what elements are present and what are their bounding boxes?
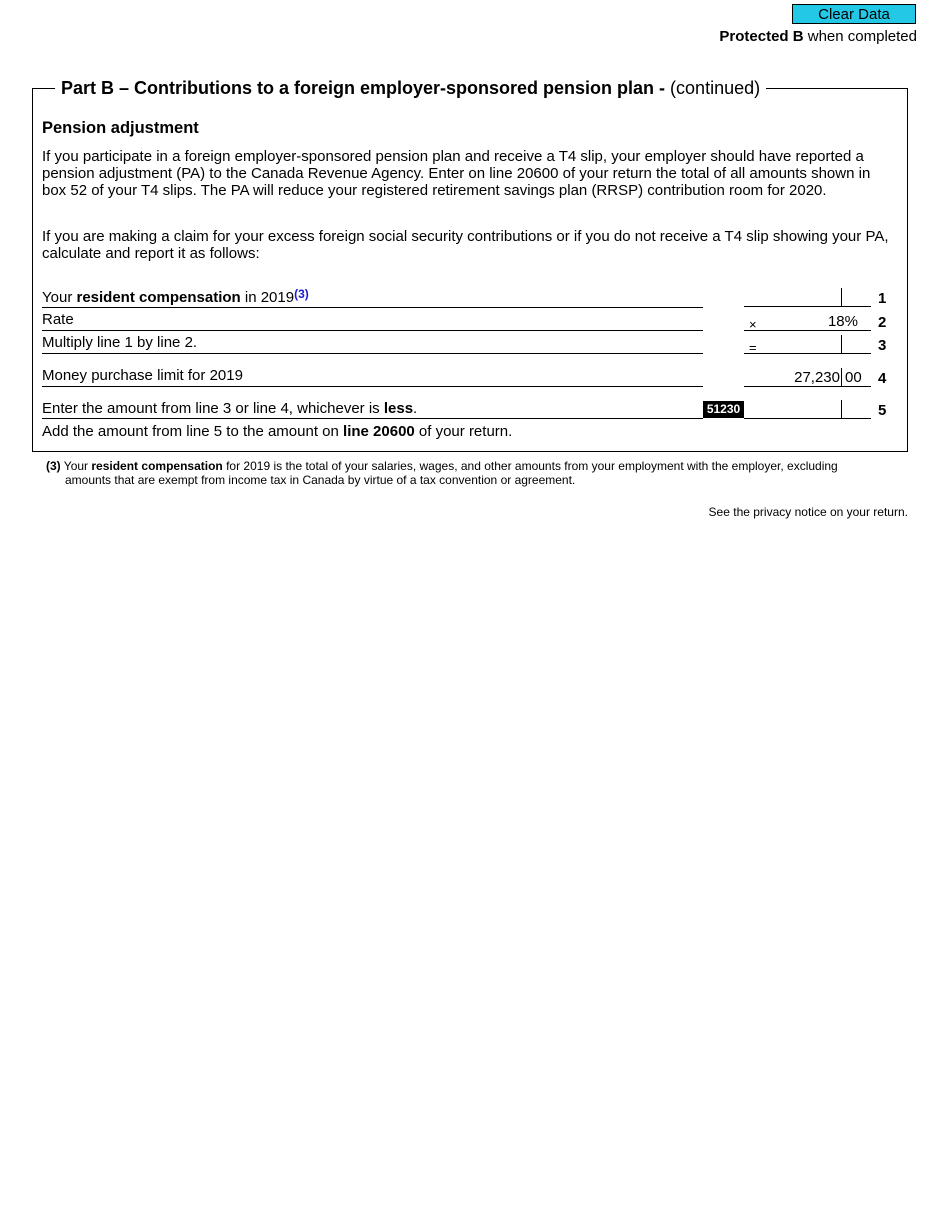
line-3-amount-field[interactable] — [744, 335, 871, 354]
footnote-3-post: for 2019 is the total of your salaries, wages, and other amounts from your employment with the employer, excluding — [222, 459, 838, 473]
line-4-number: 4 — [878, 370, 887, 387]
line-5-label-pre: Enter the amount from line 3 or line 4, whichever is — [42, 400, 384, 417]
line-4-dollars: 27,230 — [794, 369, 840, 386]
line-5-label-post: . — [413, 400, 418, 417]
line-1-label-bold: resident compensation — [76, 289, 241, 306]
line-2-label: Rate — [42, 311, 74, 328]
protected-b-label: Protected B — [719, 28, 804, 45]
line-3-label: Multiply line 1 by line 2. — [42, 334, 198, 351]
part-b-title-continued: (continued) — [665, 78, 761, 98]
line-4-label: Money purchase limit for 2019 — [42, 367, 243, 384]
line-20600-instruction — [42, 423, 512, 440]
line-4-cents: 00 — [845, 369, 862, 386]
line-20600-instruction-post: of your return. — [414, 423, 513, 440]
line-3-number: 3 — [878, 337, 887, 354]
footnote-3-bold: resident compensation — [91, 459, 223, 473]
line-2-rule — [42, 330, 703, 331]
line-4-cents-divider — [841, 368, 842, 386]
clear-data-button[interactable]: Clear Data — [792, 4, 916, 24]
line-5-label-bold: less — [383, 400, 414, 417]
protected-b-suffix: when completed — [803, 28, 917, 45]
line-1-amount-field[interactable] — [744, 288, 871, 307]
line-2-number: 2 — [878, 314, 887, 331]
multiply-sign: × — [749, 317, 757, 332]
part-b-title-bold: Part B – Contributions to a foreign employer-sponsored pension plan - — [61, 78, 666, 98]
pension-adjustment-paragraph-1: If you participate in a foreign employer-sponsored pension plan and receive a T4 slip, your employer should have reported a pension adjustment (PA) to the Canada Revenue Agency. Enter on line 20600 of your return the total of all amounts shown in box 52 of your T4 slips. The PA will reduce your registered retirement savings plan (RRSP) contribution room for 2020. — [42, 148, 871, 199]
line-code-51230: 51230 — [703, 401, 744, 418]
part-b-title — [55, 78, 766, 99]
line-1-rule — [42, 307, 703, 308]
line-5-amount-field[interactable] — [744, 400, 871, 419]
line-1-label — [42, 287, 309, 306]
line-20600-instruction-bold: line 20600 — [343, 423, 415, 440]
footnote-3-link[interactable]: (3) — [294, 287, 309, 301]
part-b-frame — [32, 88, 908, 452]
line-5-number: 5 — [878, 402, 887, 419]
line-1-cents-divider — [841, 288, 842, 306]
line-4-amount-field — [744, 368, 871, 387]
line-2-rate-value: 18% — [827, 313, 858, 330]
line-2-rate-field — [744, 312, 871, 331]
line-3-cents-divider — [841, 335, 842, 353]
footnote-3-line-2: amounts that are exempt from income tax in Canada by virtue of a tax convention or agreement. — [65, 473, 576, 487]
line-5-rule — [42, 418, 703, 419]
footnote-3-pre: Your — [60, 459, 92, 473]
equals-sign: = — [749, 340, 757, 355]
line-5-label — [42, 400, 417, 417]
pension-adjustment-heading: Pension adjustment — [42, 119, 199, 137]
privacy-notice: See the privacy notice on your return. — [708, 505, 908, 519]
line-20600-instruction-pre: Add the amount from line 5 to the amount on — [42, 423, 344, 440]
pension-adjustment-paragraph-2: If you are making a claim for your excess foreign social security contributions or if you do not receive a T4 slip showing your PA, calculate and report it as follows: — [42, 228, 889, 262]
footnote-3 — [46, 459, 906, 487]
line-1-label-pre: Your — [42, 289, 77, 306]
protected-b-notice — [719, 28, 917, 45]
footnote-3-number: (3) — [46, 459, 61, 473]
line-4-rule — [42, 386, 703, 387]
line-5-cents-divider — [841, 400, 842, 418]
line-1-label-post: in 2019 — [240, 289, 295, 306]
line-1-number: 1 — [878, 290, 887, 307]
line-3-rule — [42, 353, 703, 354]
